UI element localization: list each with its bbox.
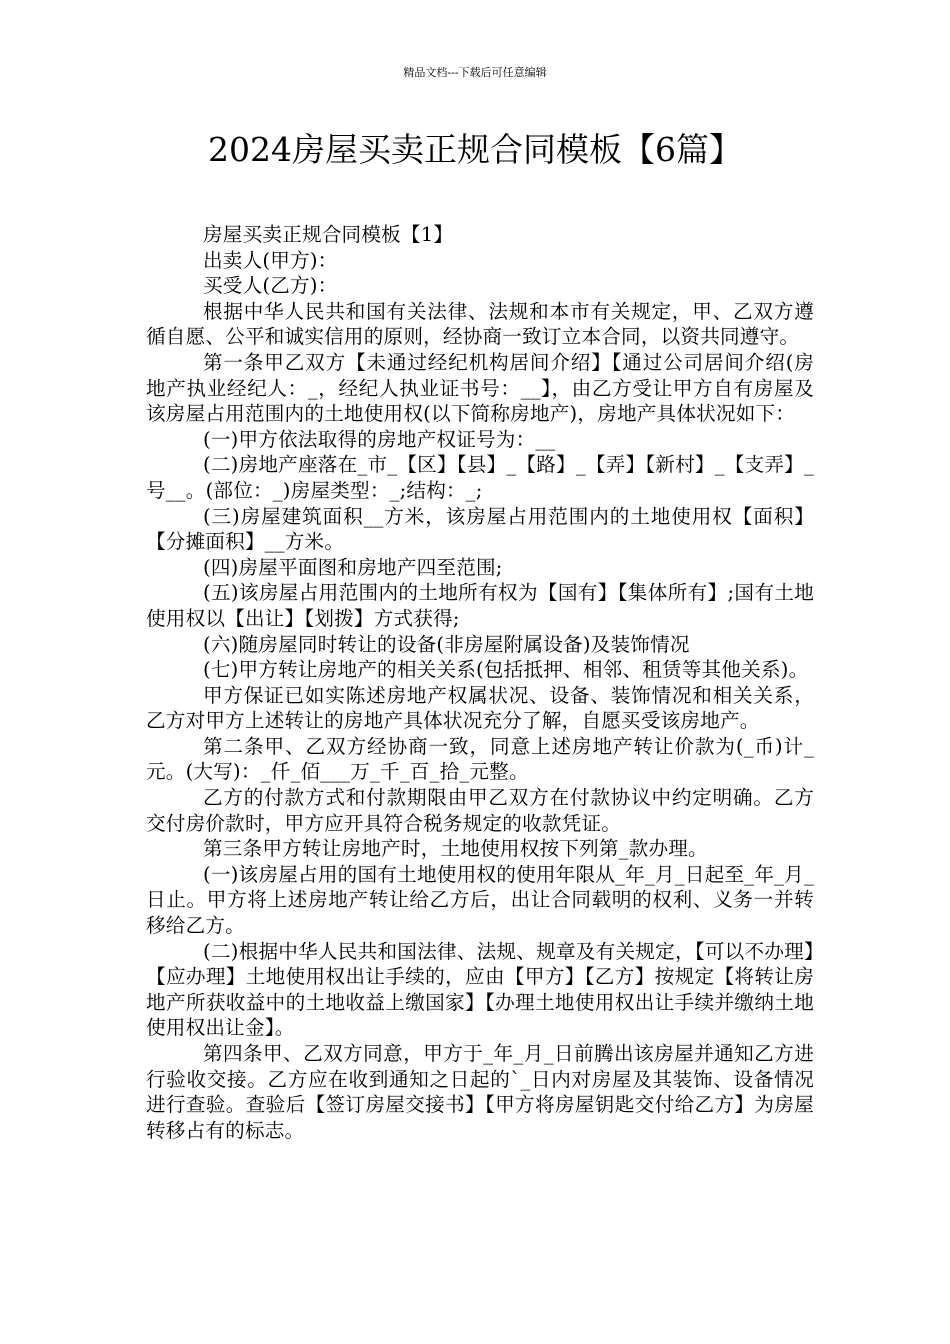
article-1-item-4: (四)房屋平面图和房地产四至范围;	[203, 555, 503, 579]
article-3-item-1: (一)该房屋占用的国有土地使用权的使用年限从_年_月_日起至_年_月_日止。甲方将上述房地产转让给乙方后，出让合同载明的权利、义务一并转移给乙方。	[146, 862, 814, 938]
article-1-item-2: (二)房地产座落在_市_【区】【县】_【路】_【弄】【新村】_【支弄】_号__。(部位：_)房屋类型：_;结构：_;	[146, 453, 814, 502]
article-1-paragraph: 第一条甲乙双方【未通过经纪机构居间介绍】【通过公司居间介绍(房地产执业经纪人：_，经纪人执业证书号：__】，由乙方受让甲方自有房屋及该房屋占用范围内的土地使用权(以下简称房地产)，房地产具体状况如下：	[146, 350, 814, 426]
document-header-note: 精品文档---下载后可任意编辑	[403, 66, 547, 79]
article-1-item-3: (三)房屋建筑面积__方米，该房屋占用范围内的土地使用权【面积】【分摊面积】__方米。	[146, 504, 814, 554]
article-4-paragraph: 第四条甲、乙双方同意，甲方于_年_月_日前腾出该房屋并通知乙方进行验收交接。乙方应在收到通知之日起的`_日内对房屋及其装饰、设备情况进行查验。查验后【签订房屋交接书】【甲方将房屋钥匙交付给乙方】为房屋转移占有的标志。	[146, 1042, 814, 1142]
document-body	[146, 222, 814, 1143]
seller-guarantee-paragraph: 甲方保证已如实陈述房地产权属状况、设备、装饰情况和相关关系，乙方对甲方上述转让的房地产具体状况充分了解，自愿买受该房地产。	[146, 683, 814, 733]
article-2-paragraph: 第二条甲、乙双方经协商一致，同意上述房地产转让价款为(_币)计_元。(大写)：_仟_佰___万_千_百_拾_元整。	[146, 734, 814, 784]
article-3-item-2: (二)根据中华人民共和国法律、法规、规章及有关规定，【可以不办理】【应办理】土地使用权出让手续的，应由【甲方】【乙方】按规定【将转让房地产所获收益中的土地收益上缴国家】【办理土地使用权出让手续并缴纳土地使用权出让金】。	[146, 939, 814, 1040]
article-1-item-6: (六)随房屋同时转让的设备(非房屋附属设备)及装饰情况	[203, 632, 690, 656]
article-3-paragraph: 第三条甲方转让房地产时，土地使用权按下列第_款办理。	[203, 837, 708, 861]
article-1-item-5: (五)该房屋占用范围内的土地所有权为【国有】【集体所有】;国有土地使用权以【出让】【划拨】方式获得;	[146, 581, 814, 630]
party-buyer-line: 买受人(乙方)：	[203, 274, 338, 298]
preamble-paragraph: 根据中华人民共和国有关法律、法规和本市有关规定，甲、乙双方遵循自愿、公平和诚实信用的原则，经协商一致订立本合同，以资共同遵守。	[146, 299, 814, 349]
article-1-item-7: (七)甲方转让房地产的相关关系(包括抵押、相邻、租赁等其他关系)。	[203, 658, 809, 682]
section-heading: 房屋买卖正规合同模板【1】	[203, 223, 454, 246]
payment-terms-paragraph: 乙方的付款方式和付款期限由甲乙双方在付款协议中约定明确。乙方交付房价款时，甲方应开具符合税务规定的收款凭证。	[146, 786, 814, 835]
article-1-item-1: (一)甲方依法取得的房地产权证号为：__	[203, 427, 556, 451]
party-seller-line: 出卖人(甲方)：	[203, 248, 338, 272]
document-title: 2024房屋买卖正规合同模板【6篇】	[208, 130, 742, 169]
